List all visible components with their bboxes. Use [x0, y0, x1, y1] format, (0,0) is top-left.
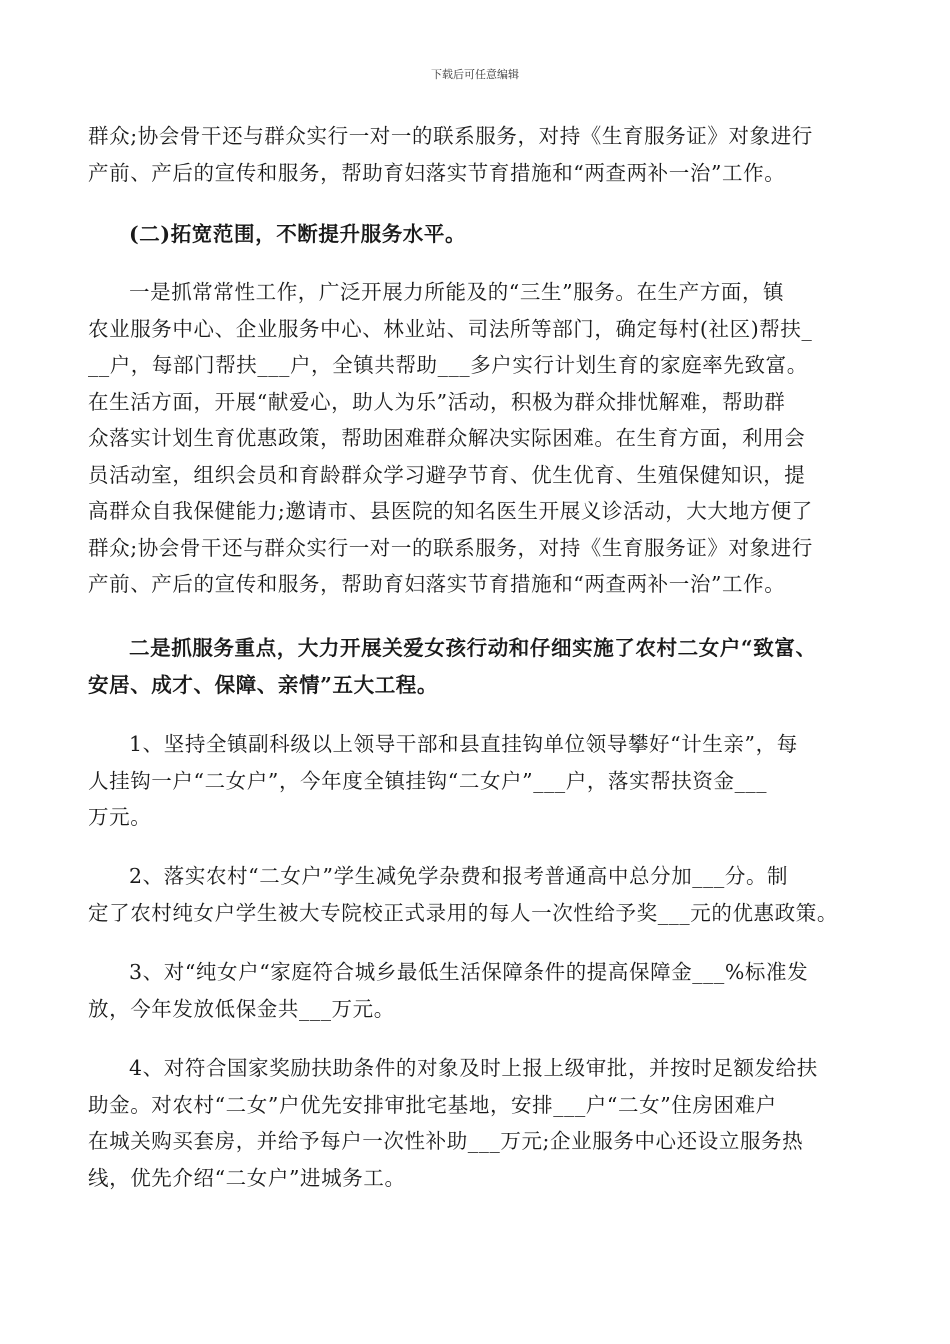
text-line: (二)拓宽范围，不断提升服务水平。 [129, 222, 467, 246]
text-line: 众落实计划生育优惠政策，帮助困难群众解决实际困难。在生育方面，利用会 [88, 426, 806, 450]
text-line: 产前、产后的宣传和服务，帮助育妇落实节育措施和“两查两补一治”工作。 [88, 572, 786, 596]
paragraph-continuation [88, 118, 868, 191]
text-line: 在城关购买套房，并给予每户一次性补助___万元;企业服务中心还设立服务热 [88, 1129, 804, 1153]
text-line: 二是抓服务重点，大力开展关爱女孩行动和仔细实施了农村二女户“致富、 [129, 636, 817, 660]
text-line: 1、坚持全镇副科级以上领导干部和县直挂钩单位领导攀好“计生亲”，每 [129, 732, 798, 756]
text-line: 群众;协会骨干还与群众实行一对一的联系服务，对持《生育服务证》对象进行 [88, 535, 813, 560]
text-line: 员活动室，组织会员和育龄群众学习避孕节育、优生优育、生殖保健知识，提 [88, 462, 806, 487]
text-line: 产前、产后的宣传和服务，帮助育妇落实节育措施和“两查两补一治”工作。 [88, 160, 786, 185]
text-line: 放，今年发放低保金共___万元。 [88, 996, 395, 1021]
list-item-3 [88, 954, 868, 1027]
text-line: 助金。对农村“二女”户优先安排审批宅基地，安排___户“二女”住房困难户 [88, 1092, 777, 1117]
text-line: 线，优先介绍“二女户”进城务工。 [88, 1165, 406, 1190]
text-line: 人挂钩一户“二女户”，今年度全镇挂钩“二女户”___户，落实帮扶资金___ [88, 768, 768, 793]
text-line: __户，每部门帮扶___户，全镇共帮助___多户实行计划生育的家庭率先致富。 [88, 353, 808, 377]
text-line: 定了农村纯女户学生被大专院校正式录用的每人一次性给予奖___元的优惠政策。 [88, 900, 838, 925]
list-item-4 [88, 1050, 868, 1196]
section-heading-key-services [88, 630, 868, 703]
text-line: 3、对“纯女户“家庭符合城乡最低生活保障条件的提高保障金___%标准发 [129, 960, 809, 984]
paragraph-sansheng-service [88, 274, 868, 603]
list-item-2 [88, 858, 868, 931]
text-line: 4、对符合国家奖励扶助条件的对象及时上报上级审批，并按时足额发给扶 [129, 1056, 818, 1080]
text-line: 万元。 [88, 805, 152, 829]
text-line: 群众;协会骨干还与群众实行一对一的联系服务，对持《生育服务证》对象进行 [88, 124, 813, 148]
text-line: 一是抓常常性工作，广泛开展力所能及的“三生”服务。在生产方面，镇 [129, 280, 785, 304]
text-line: 2、落实农村“二女户”学生减免学杂费和报考普通高中总分加___分。制 [129, 864, 789, 888]
text-line: 农业服务中心、企业服务中心、林业站、司法所等部门，确定每村(社区)帮扶_ [88, 316, 813, 341]
list-item-1 [88, 726, 868, 836]
text-line: 高群众自我保健能力;邀请市、县医院的知名医生开展义诊活动，大大地方便了 [88, 499, 813, 523]
page-header: 下载后可任意编辑 [431, 68, 519, 81]
text-line: 在生活方面，开展“献爱心，助人为乐”活动，积极为群众排忧解难，帮助群 [88, 389, 786, 414]
text-line: 安居、成才、保障、亲情”五大工程。 [88, 672, 438, 697]
section-heading [88, 216, 868, 253]
